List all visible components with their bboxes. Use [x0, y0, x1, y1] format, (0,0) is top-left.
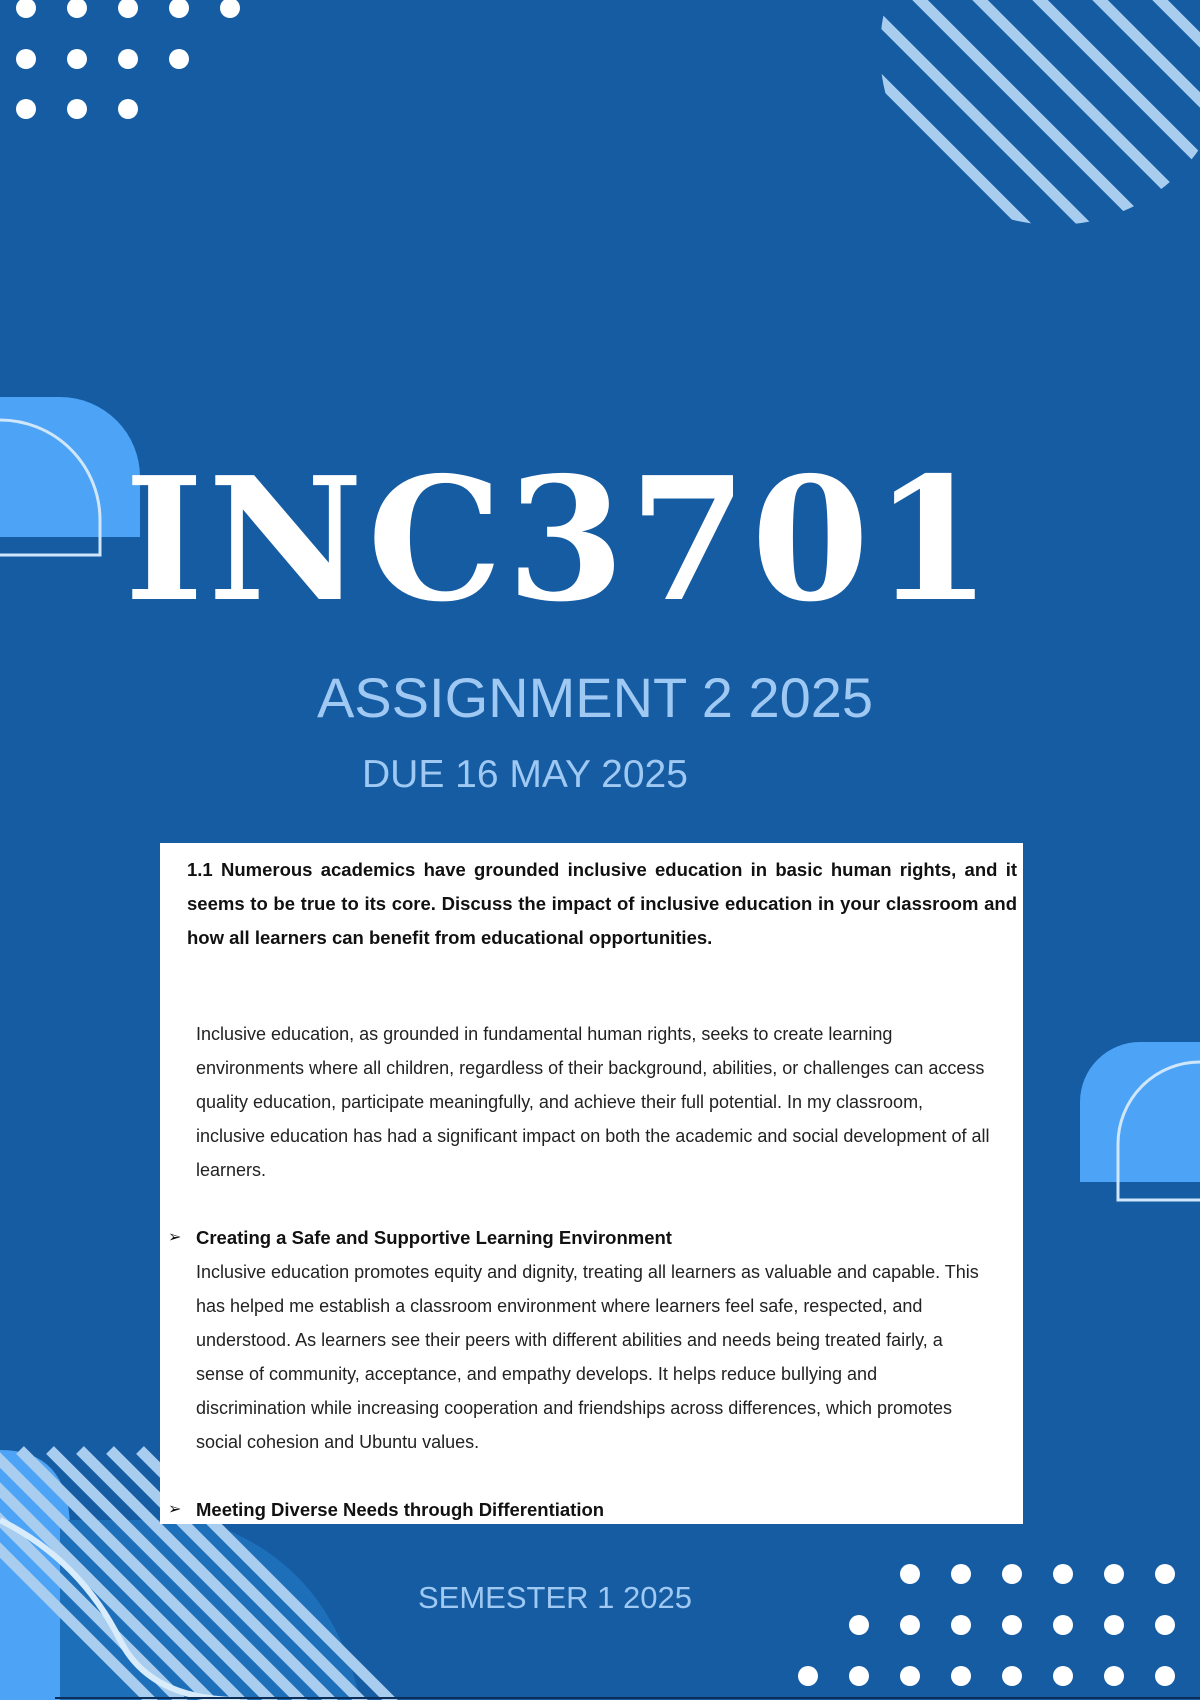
assignment-title: ASSIGNMENT 2 2025 — [316, 666, 874, 729]
due-date: DUE 16 MAY 2025 — [362, 753, 688, 796]
dot-grid-top-left — [16, 0, 240, 119]
bullet-heading: Creating a Safe and Supportive Learning Environment — [196, 1227, 672, 1248]
question-number: 1.1 — [187, 859, 213, 880]
bullet-section — [168, 1221, 1008, 1459]
question-text — [187, 853, 1017, 955]
question-body: Numerous academics have grounded inclusive education in basic human rights, and it seems to be true to its core. Discuss the impact of inclusive education in your classroom and how all learners can benefit from educational opportunities. — [187, 859, 1018, 948]
course-code-title: INC3701 — [124, 440, 996, 640]
bullet-heading: Meeting Diverse Needs through Differentiation — [196, 1499, 605, 1520]
bottom-divider — [55, 1697, 1200, 1699]
intro-paragraph: Inclusive education, as grounded in fundamental human rights, seeks to create learning environments where all children, regardless of their background, abilities, or challenges can access quality education, participate meaningfully, and achieve their full potential. In my classroom, inclusive education has had a significant impact on both the academic and social development of all learners. — [196, 1024, 990, 1180]
quarter-shape-right — [1080, 1042, 1200, 1200]
arrow-bullet-icon: ➢ — [168, 1229, 182, 1246]
semester-label: SEMESTER 1 2025 — [418, 1580, 692, 1615]
bullet-body: Inclusive education promotes equity and dignity, treating all learners as valuable and capable. This has helped me establish a classroom environment where learners feel safe, respected, and understood. As learners see their peers with different abilities and needs being treated fairly, a sense of community, acceptance, and empathy develops. It helps reduce bullying and discrimination while increasing cooperation and friendships across differences, which promotes social cohesion and Ubuntu values. — [196, 1262, 979, 1452]
document-excerpt — [160, 843, 1023, 1524]
bullet-section — [168, 1493, 1008, 1524]
arrow-bullet-icon: ➢ — [168, 1501, 182, 1518]
dot-grid-bottom-right — [798, 1564, 1175, 1686]
